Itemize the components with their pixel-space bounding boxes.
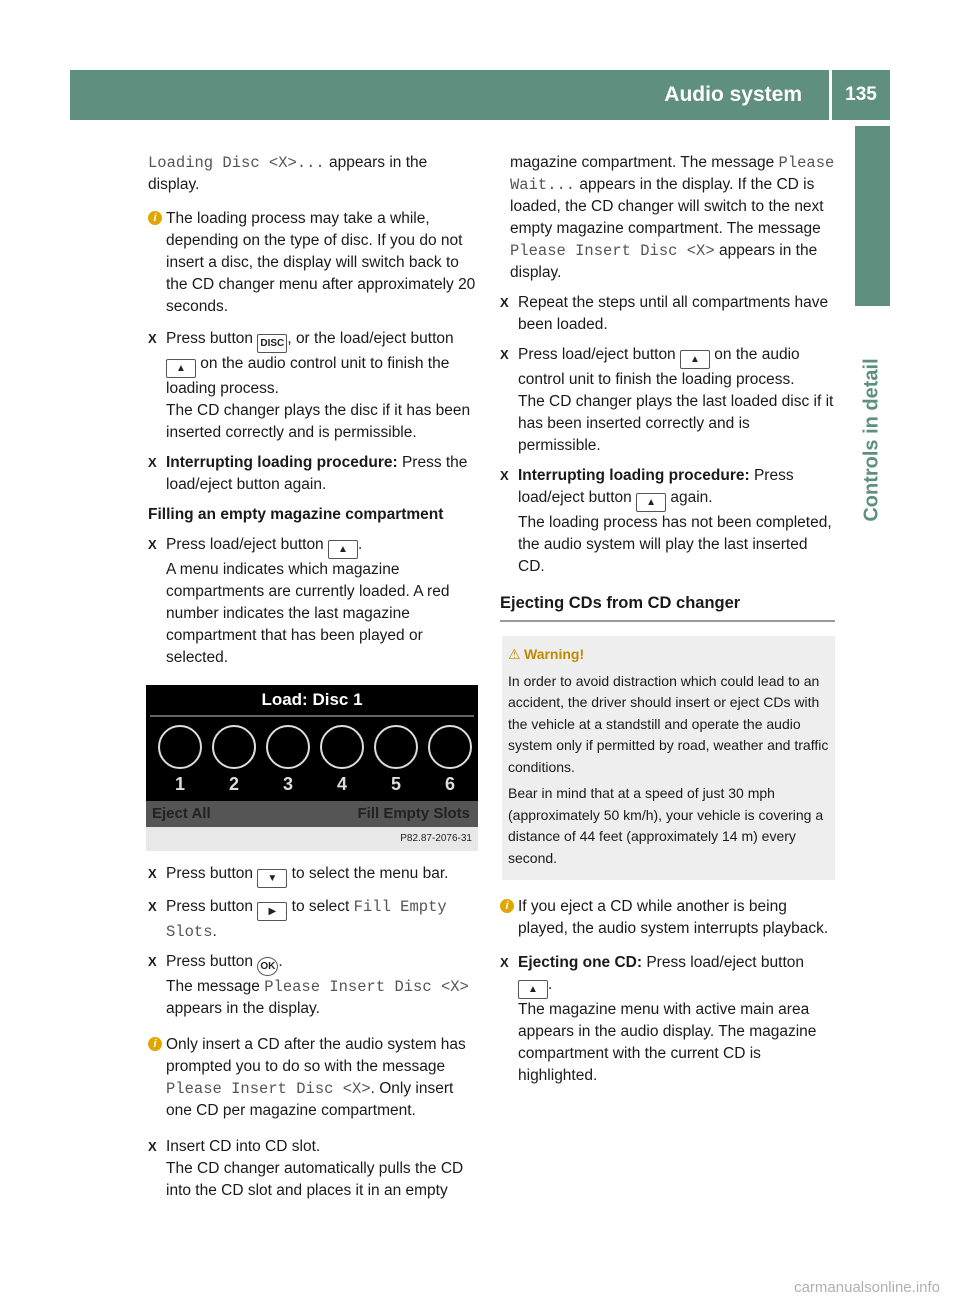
text: appears in the display. [148,154,428,193]
step [500,952,835,1087]
eject-key-icon: ▲ [636,493,666,512]
text: on the audio control unit to finish the loading process. [166,355,450,397]
text: to select [287,898,354,915]
step [148,951,482,1020]
warning-box [502,636,835,880]
step [148,452,482,496]
step-marker-icon: X [500,295,509,310]
step-marker-icon: X [148,331,157,346]
text: . [548,976,553,993]
paragraph [148,152,482,196]
text: Press button [166,898,258,915]
text: The CD changer automatically pulls the CD into the CD slot and places it in an empty [166,1160,464,1199]
down-key-icon: ▼ [257,869,287,888]
warning-text: Bear in mind that at a speed of just 30 mph (approximately 50 km/h), your vehicle is covering a distance of 44 feet (approximately 14 m) every second. [508,785,824,866]
display-message: Please Insert Disc <X> [510,242,715,260]
step-marker-icon: X [500,955,509,970]
divider [150,715,474,717]
text: Press button [166,953,258,970]
disc-number: 2 [228,774,239,794]
section-title: Audio system [664,83,802,106]
side-tab [855,126,890,306]
screen-title: Load: Disc 1 [261,690,363,709]
step-marker-icon: X [500,347,509,362]
text: Repeat the steps until all compartments have been loaded. [518,294,829,333]
right-column [500,152,835,1095]
disc-number: 5 [390,774,401,794]
right-key-icon: ▶ [257,902,287,921]
text: Press load/eject button [518,467,794,506]
step-marker-icon: X [148,866,157,881]
load-disc-screen-figure [146,685,478,851]
display-message: Loading Disc <X>... [148,154,325,172]
menu-bar [146,801,478,827]
disc-number: 1 [174,774,185,794]
ok-key-icon: OK [257,957,278,976]
info-icon: i [500,899,514,913]
disc-slot-icon [266,725,310,769]
text: A menu indicates which magazine compartments are currently loaded. A red number indicates the last magazine compartment that has been played or selected. [166,561,450,666]
text: on the audio control unit to finish the loading process. [518,346,800,388]
step-label: Interrupting loading procedure: [166,454,398,471]
eject-key-icon: ▲ [166,359,196,378]
step-marker-icon: X [148,899,157,914]
eject-key-icon: ▲ [518,980,548,999]
step [148,896,482,943]
step [500,344,835,457]
eject-key-icon: ▲ [328,540,358,559]
text: Press load/eject button [166,536,328,553]
figure-caption [146,827,478,851]
figure-id: P82.87-2076-31 [400,833,472,844]
info-text: If you eject a CD while another is being played, the audio system interrupts playback. [518,898,829,937]
text: . [358,536,363,553]
step-marker-icon: X [500,468,509,483]
disc-slot-icon [428,725,472,769]
text: appears in the display. If the CD is loaded, the CD changer will switch to the next empty magazine compartment. The message [510,176,824,237]
info-note [148,208,482,318]
info-icon: i [148,1037,162,1051]
disc-slots [156,725,468,769]
text: appears in the display. [510,242,818,281]
text: Press load/eject button [518,346,680,363]
step [148,534,482,669]
paragraph [510,152,835,284]
warning-icon: ⚠ [508,646,521,662]
display-message: Please Wait... [510,154,835,194]
step-marker-icon: X [148,455,157,470]
fill-empty-slots-option: Fill Empty Slots [357,805,470,822]
text: magazine compartment. The message [510,154,779,171]
step [148,328,482,444]
step [500,292,835,336]
info-icon: i [148,211,162,225]
text: Insert CD into CD slot. [166,1138,321,1155]
step-marker-icon: X [148,537,157,552]
page-number: 135 [845,84,877,105]
text: Press button [166,330,258,347]
text: Press the load/eject button again. [166,454,468,493]
disc-slot-icon [212,725,256,769]
text: The CD changer plays the disc if it has been inserted correctly and is permissible. [166,402,471,441]
disc-key-icon: DISC [257,334,287,353]
warning-title: Warning! [524,646,585,662]
text: . Only insert one CD per magazine compartment. [166,1080,454,1119]
text: Press button [166,865,258,882]
disc-slot-icon [158,725,202,769]
left-column [148,152,482,1210]
text: appears in the display. [166,1000,320,1017]
text: The magazine menu with active main area appears in the audio display. The magazine compartment with the current CD is highlighted. [518,1001,817,1084]
display-message: Please Insert Disc <X> [264,978,469,996]
info-note [148,1034,482,1122]
disc-number: 3 [282,774,293,794]
step-label: Interrupting loading procedure: [518,467,750,484]
step [148,1136,482,1202]
text: The loading process has not been completed, the audio system will play the last inserted CD. [518,514,832,575]
step [500,465,835,578]
section-heading: Ejecting CDs from CD changer [500,592,835,622]
step-label: Ejecting one CD: [518,954,643,971]
step [148,863,482,888]
text: . [278,953,283,970]
text: to select the menu bar. [287,865,449,882]
warning-text: In order to avoid distraction which could lead to an accident, the driver should insert or eject CDs with the vehicle at a standstill and operate the audio system only if permitted by road, weather and traffic conditions. [508,672,829,775]
disc-number: 4 [336,774,347,794]
info-text: The loading process may take a while, depending on the type of disc. If you do not insert a disc, the display will switch back to the CD changer menu after approximately 20 seconds. [166,210,476,315]
warning-heading [508,644,829,666]
step-marker-icon: X [148,954,157,969]
disc-slot-icon [374,725,418,769]
side-label: Controls in detail [860,358,883,522]
menu-option: Fill Empty Slots [166,898,447,941]
disc-number: 6 [444,774,455,794]
text: Press load/eject button [642,954,805,971]
info-note [500,896,835,940]
display-message: Please Insert Disc <X> [166,1080,371,1098]
step-marker-icon: X [148,1139,157,1154]
text: The CD changer plays the last loaded disc if it has been inserted correctly and is permissible. [518,393,834,454]
text: , or the load/eject button [287,330,454,347]
text: Only insert a CD after the audio system has prompted you to do so with the message [166,1036,466,1075]
text: . [212,923,217,940]
text: again. [666,489,713,506]
disc-slot-icon [320,725,364,769]
eject-all-option: Eject All [152,805,211,822]
section-heading: Filling an empty magazine compartment [148,506,444,523]
watermark: carmanualsonline.info [794,1279,940,1296]
header-bar [70,70,890,120]
eject-key-icon: ▲ [680,350,710,369]
text: The message [166,978,265,995]
